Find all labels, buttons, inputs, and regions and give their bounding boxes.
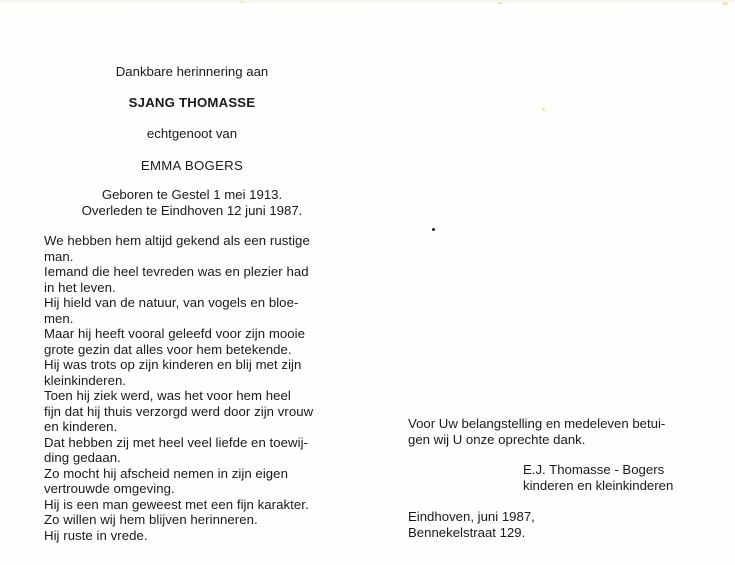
text-line: Hij ruste in vrede.	[44, 527, 148, 543]
text-line: Toen hij ziek werd, was het voor hem heel	[44, 388, 291, 403]
text-line: Maar hij heeft vooral geleefd voor zijn mooie	[44, 326, 306, 341]
address-block	[408, 509, 535, 541]
signers-block	[523, 462, 673, 494]
intro-text: Dankbare herinnering aan	[115, 64, 269, 79]
relation-text: echtgenoot van	[146, 126, 238, 141]
text-line: in het leven.	[44, 279, 116, 295]
text-line: men.	[44, 310, 74, 326]
text-line: We hebben hem altijd gekend als een rustige	[44, 233, 310, 248]
text-line: fijn dat hij thuis verzorgd werd door zijn vrouw	[44, 403, 314, 419]
signer-line-1: E.J. Thomasse - Bogers	[523, 462, 665, 477]
memorial-text	[44, 233, 344, 543]
text-line: Zo mocht hij afscheid nemen in zijn eigen	[44, 465, 288, 481]
spouse-block	[40, 158, 344, 174]
text-line: Hij is een man geweest met een fijn karakter.	[44, 496, 309, 512]
spouse-name: EMMA BOGERS	[140, 158, 244, 173]
paper-speck	[498, 2, 502, 4]
address-line-2: Bennekelstraat 129.	[408, 525, 526, 540]
text-line: vertrouwde omgeving.	[44, 481, 175, 496]
thanks-line-1: Voor Uw belangstelling en medeleven betui-	[408, 416, 666, 431]
address-line-1: Eindhoven, juni 1987,	[408, 509, 535, 524]
dates-block	[40, 187, 344, 219]
text-line: Hij was trots op zijn kinderen en blij met zijn	[44, 357, 302, 372]
name-block	[40, 95, 344, 111]
thanks-block	[408, 416, 708, 448]
header-intro-block	[40, 64, 344, 80]
paper-speck	[722, 2, 728, 5]
text-line: Iemand die heel tevreden was en plezier had	[44, 264, 309, 279]
text-line: en kinderen.	[44, 419, 118, 434]
text-line: man.	[44, 248, 74, 264]
paper-speck	[240, 1, 245, 3]
text-line: kleinkinderen.	[44, 372, 127, 388]
relation-block	[40, 126, 344, 142]
thanks-line-2: gen wij U onze oprechte dank.	[408, 432, 586, 447]
text-line: ding gedaan.	[44, 450, 121, 465]
deceased-name: SJANG THOMASSE	[128, 95, 256, 110]
paper-speck	[542, 108, 545, 111]
text-line: Hij hield van de natuur, van vogels en bloe-	[44, 295, 299, 310]
died-text: Overleden te Eindhoven 12 juni 1987.	[81, 203, 303, 218]
top-edge-shadow	[0, 0, 735, 4]
signer-line-2: kinderen en kleinkinderen	[523, 478, 674, 493]
text-line: grote gezin dat alles voor hem betekende.	[44, 341, 292, 357]
text-line: Zo willen wij hem blijven herinneren.	[44, 512, 258, 527]
paper-speck	[432, 228, 435, 231]
born-text: Geboren te Gestel 1 mei 1913.	[101, 187, 283, 202]
text-line: Dat hebben zij met heel veel liefde en toewij-	[44, 434, 309, 450]
